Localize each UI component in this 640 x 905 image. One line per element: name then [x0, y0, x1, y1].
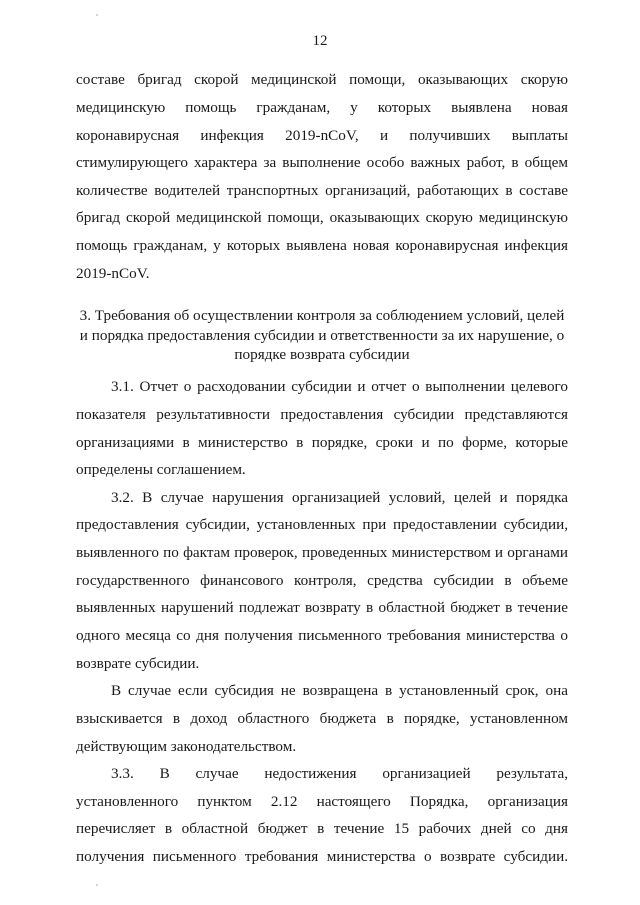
text-line: выявленных нарушений подлежат возврату в областной бюджет в течение: [76, 599, 568, 616]
section-heading-line: порядке возврата субсидии: [234, 346, 410, 363]
text-line: 3.1. Отчет о расходовании субсидии и отчет о выполнении целевого: [111, 378, 568, 395]
scan-speck: [96, 14, 98, 16]
text-line: взыскивается в доход областного бюджета в порядке, установленном: [76, 710, 568, 727]
text-line: медицинскую помощь гражданам, у которых выявлена новая: [76, 99, 568, 116]
text-line: предоставления субсидии, установленных при предоставлении субсидии,: [76, 516, 568, 533]
text-line: 2019-nCoV.: [76, 265, 150, 282]
text-line: возврате субсидии.: [76, 655, 200, 672]
section-heading-line: и порядка предоставления субсидии и ответственности за их нарушение, о: [79, 327, 565, 344]
text-line: помощь гражданам, у которых выявлена новая коронавирусная инфекция: [76, 237, 568, 254]
text-line: определены соглашением.: [76, 461, 246, 478]
text-line: получения письменного требования министерства о возврате субсидии.: [76, 848, 568, 865]
text-line: 3.2. В случае нарушения организацией условий, целей и порядка: [111, 489, 568, 506]
text-line: одного месяца со дня получения письменного требования министерства о: [76, 627, 568, 644]
text-line: показателя результативности предоставления субсидии представляются: [76, 406, 568, 423]
text-line: действующим законодательством.: [76, 738, 297, 755]
section-heading-line: 3. Требования об осуществлении контроля за соблюдением условий, целей: [79, 307, 565, 324]
text-line: составе бригад скорой медицинской помощи, оказывающих скорую: [76, 71, 568, 88]
scan-speck: [96, 884, 98, 886]
text-line: количестве водителей транспортных организаций, работающих в составе: [76, 182, 568, 199]
text-line: организациями в министерство в порядке, сроки и по форме, которые: [76, 434, 568, 451]
text-line: бригад скорой медицинской помощи, оказывающих скорую медицинскую: [76, 209, 568, 226]
text-line: перечисляет в областной бюджет в течение 15 рабочих дней со дня: [76, 820, 568, 837]
text-line: стимулирующего характера за выполнение особо важных работ, в общем: [76, 154, 568, 171]
text-line: В случае если субсидия не возвращена в установленный срок, она: [111, 682, 568, 699]
text-line: выявленного по фактам проверок, проведенных министерством и органами: [76, 544, 568, 561]
text-line: установленного пунктом 2.12 настоящего Порядка, организация: [76, 793, 568, 810]
page-number: 12: [312, 33, 328, 49]
text-line: государственного финансового контроля, средства субсидии в объеме: [76, 572, 568, 589]
text-line: 3.3. В случае недостижения организацией результата,: [111, 765, 568, 782]
text-line: коронавирусная инфекция 2019-nCoV, и получивших выплаты: [76, 127, 568, 144]
